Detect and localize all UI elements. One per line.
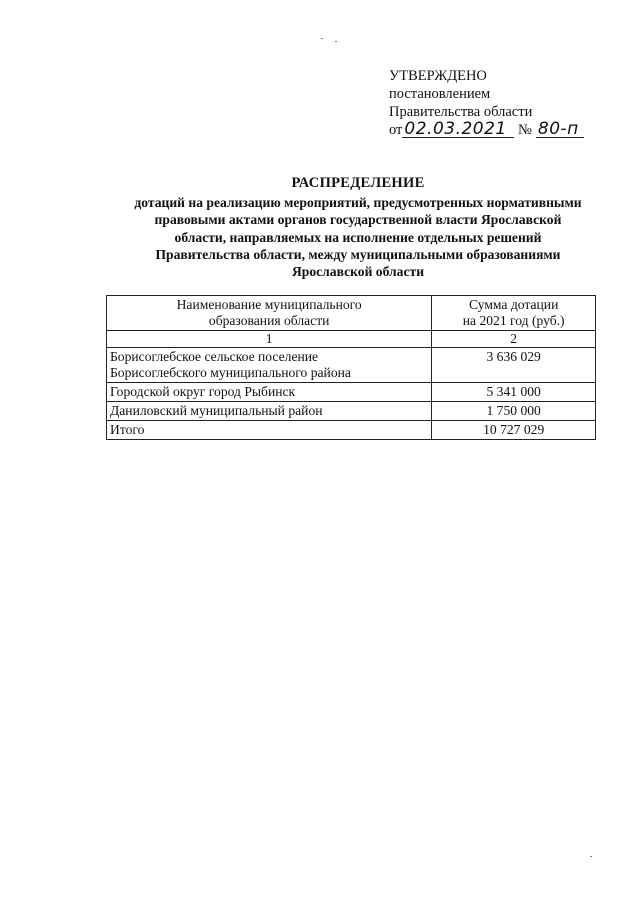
distribution-table <box>106 295 596 440</box>
by-resolution-label: постановлением <box>389 86 491 102</box>
municipality-line: Борисоглебское сельское поселение <box>110 349 319 364</box>
header-line: Наименование муниципального <box>176 297 362 312</box>
scan-speck <box>335 41 337 42</box>
scan-speck <box>321 38 323 39</box>
header-municipality <box>107 296 432 331</box>
total-amount: 10 727 029 <box>432 421 596 440</box>
approval-stamp <box>389 67 584 139</box>
header-line: на 2021 год (руб.) <box>462 313 565 328</box>
amount-cell: 1 750 000 <box>432 402 596 421</box>
handwritten-number: 80-п <box>536 121 584 138</box>
table-row <box>107 348 596 383</box>
title-line: Правительства области, между муниципальными образованиями <box>155 246 561 262</box>
title-line: области, направляемых на исполнение отдельных решений <box>174 229 542 245</box>
title-line: правовыми актами органов государственной власти Ярославской <box>154 212 562 228</box>
header-line: Сумма дотации <box>468 297 559 312</box>
approved-label: УТВЕРЖДЕНО <box>389 68 487 84</box>
municipality-cell <box>107 402 432 421</box>
table-header-row <box>107 296 596 331</box>
number-prefix: № <box>518 122 532 138</box>
title-line: дотаций на реализацию мероприятий, предусмотренных нормативными <box>134 195 582 211</box>
title-heading: РАСПРЕДЕЛЕНИЕ <box>291 175 425 191</box>
municipality-cell <box>107 348 432 383</box>
column-number: 2 <box>432 331 596 348</box>
amount-cell: 5 341 000 <box>432 383 596 402</box>
column-number-row <box>107 331 596 348</box>
amount-cell: 3 636 029 <box>432 348 596 383</box>
document-title <box>98 175 618 280</box>
municipality-line: Даниловский муниципальный район <box>110 403 323 418</box>
from-prefix: от <box>389 122 403 138</box>
table-row <box>107 383 596 402</box>
table-row <box>107 402 596 421</box>
municipality-cell <box>107 383 432 402</box>
government-label: Правительства области <box>389 104 533 120</box>
scan-speck <box>590 856 592 857</box>
total-label: Итого <box>107 421 432 440</box>
column-number: 1 <box>107 331 432 348</box>
handwritten-date: 02.03.2021 <box>402 121 514 138</box>
municipality-line: Городской округ город Рыбинск <box>110 384 296 399</box>
header-line: образования области <box>208 313 330 328</box>
total-row <box>107 421 596 440</box>
date-number-line <box>389 121 584 139</box>
municipality-line: Борисоглебского муниципального района <box>110 365 351 380</box>
header-amount <box>432 296 596 331</box>
title-line: Ярославской области <box>291 264 425 280</box>
